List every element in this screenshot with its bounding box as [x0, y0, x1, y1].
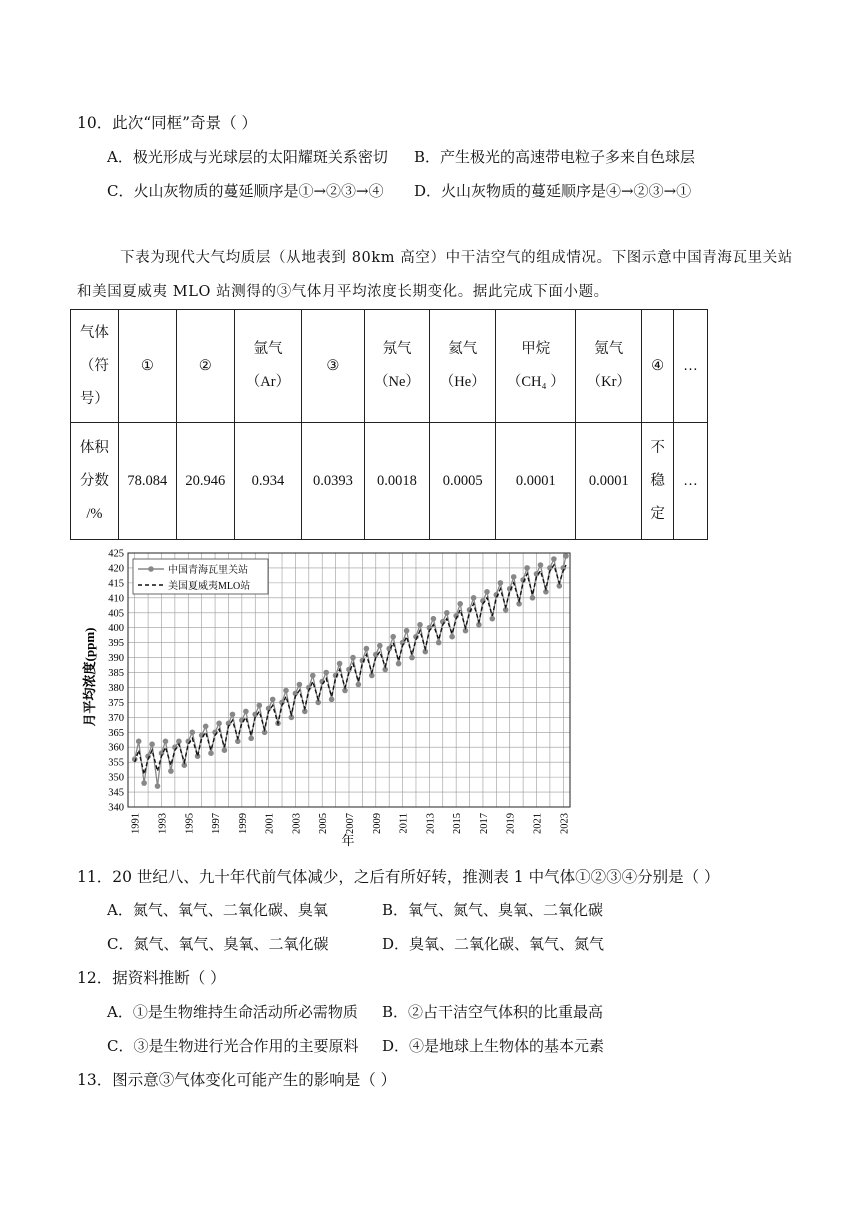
y-tick-label: 355 — [108, 757, 124, 769]
table-cell-value: … — [674, 423, 708, 540]
x-tick-label: 2023 — [559, 813, 571, 834]
x-tick-label: 2017 — [478, 813, 490, 834]
x-tick-label: 2009 — [371, 813, 383, 834]
data-point-wali — [471, 595, 477, 601]
question-11-option-c: C．氮气、氧气、臭氧、二氧化碳 — [107, 935, 329, 953]
question-10-option-b: B．产生极光的高速带电粒子多来自色球层 — [414, 148, 696, 166]
question-12-stem: 12．据资料推断（ ） — [77, 969, 226, 987]
y-tick-label: 340 — [108, 802, 124, 814]
data-point-wali — [431, 616, 437, 622]
data-point-wali — [216, 721, 222, 727]
table-cell-value: 20.946 — [176, 423, 234, 540]
table-cell-header: 氪气 （Kr） — [576, 310, 642, 423]
table-cell-value: 0.0001 — [576, 423, 642, 540]
data-point-wali — [337, 661, 343, 667]
data-point-wali — [551, 556, 557, 562]
table-cell-header: 氦气 （He） — [430, 310, 496, 423]
data-point-wali — [222, 747, 228, 753]
y-tick-label: 405 — [108, 608, 124, 620]
question-11-option-d: D．臭氧、二氧化碳、氧气、氮气 — [382, 935, 605, 953]
data-point-wali — [323, 670, 329, 676]
passage-line-2: 和美国夏威夷 MLO 站测得的③气体月平均浓度长期变化。据此完成下面小题。 — [77, 284, 609, 300]
data-point-wali — [243, 709, 249, 715]
y-tick-label: 375 — [108, 697, 124, 709]
data-point-wali — [364, 646, 370, 652]
x-tick-label: 2019 — [505, 813, 517, 834]
legend-label-wali: 中国青海瓦里关站 — [168, 565, 248, 576]
y-tick-label: 410 — [108, 593, 124, 605]
table-cell-value: 78.084 — [118, 423, 176, 540]
table-cell-header: 氩气 （Ar） — [234, 310, 301, 423]
question-10-option-d: D．火山灰物质的蔓延顺序是④→②③→① — [414, 182, 692, 200]
x-tick-label: 2021 — [532, 813, 544, 834]
y-tick-label: 420 — [108, 563, 124, 575]
table-cell-value: 0.0393 — [302, 423, 364, 540]
x-tick-label: 2011 — [398, 813, 410, 834]
data-point-wali — [404, 628, 410, 634]
data-point-wali — [498, 580, 504, 586]
question-13-stem: 13．图示意③气体变化可能产生的影响是（ ） — [77, 1071, 397, 1089]
legend-marker-wali — [148, 566, 154, 572]
y-tick-label: 390 — [108, 653, 124, 665]
gas-composition-table — [70, 309, 708, 540]
data-point-wali — [270, 697, 276, 703]
data-point-wali — [444, 610, 450, 616]
table-cell-header: ① — [118, 310, 176, 423]
question-10-stem: 10．此次“同框”奇景（ ） — [77, 114, 257, 132]
data-point-wali — [283, 688, 289, 694]
data-point-wali — [396, 661, 402, 667]
data-point-wali — [149, 741, 155, 747]
table-cell-header: 甲烷 （CH₄ ） — [496, 310, 576, 423]
data-point-wali — [257, 703, 263, 709]
data-point-wali — [136, 739, 142, 745]
y-tick-label: 415 — [108, 578, 124, 590]
question-12-option-b: B．②占干洁空气体积的比重最高 — [382, 1003, 604, 1021]
data-point-wali — [350, 655, 356, 661]
x-tick-label: 2013 — [425, 813, 437, 834]
question-10-option-c: C．火山灰物质的蔓延顺序是①→②③→④ — [107, 182, 384, 200]
table-cell-value: 0.0001 — [496, 423, 576, 540]
data-point-wali — [538, 562, 544, 568]
table-cell-header: … — [674, 310, 708, 423]
data-point-wali — [356, 682, 362, 688]
data-point-wali — [329, 697, 335, 703]
y-tick-label: 360 — [108, 742, 124, 754]
table-value-row — [71, 423, 708, 540]
table-cell-value: 0.0018 — [364, 423, 430, 540]
question-11-stem: 11．20 世纪八、九十年代前气体减少，之后有所好转，推测表 1 中气体①②③④分别是（ ） — [77, 868, 720, 886]
data-point-wali — [208, 750, 214, 756]
data-point-wali — [203, 724, 209, 730]
data-point-wali — [511, 574, 517, 580]
y-tick-label: 370 — [108, 712, 124, 724]
chart-y-axis-label: 月平均浓度(ppm) — [82, 627, 97, 727]
data-point-wali — [530, 595, 536, 601]
series-line-mlo — [135, 565, 566, 774]
y-tick-label: 345 — [108, 787, 124, 799]
question-11-option-a: A．氮气、氧气、二氧化碳、臭氧 — [107, 901, 328, 919]
x-tick-label: 1991 — [130, 813, 142, 834]
question-10-option-a: A．极光形成与光球层的太阳耀斑关系密切 — [107, 148, 388, 166]
data-point-wali — [248, 736, 254, 742]
data-point-wali — [141, 780, 147, 786]
table-cell-label: 体积 分数 /% — [71, 423, 119, 540]
data-point-wali — [297, 682, 303, 688]
question-12-option-d: D．④是地球上生物体的基本元素 — [382, 1037, 605, 1055]
table-cell-header: 氖气 （Ne） — [364, 310, 430, 423]
table-cell-header: ② — [176, 310, 234, 423]
y-tick-label: 380 — [108, 682, 124, 694]
table-cell-header: ③ — [302, 310, 364, 423]
data-point-wali — [310, 673, 316, 679]
x-tick-label: 2003 — [291, 813, 303, 834]
x-tick-label: 2007 — [345, 813, 356, 834]
passage-line-1: 下表为现代大气均质层（从地表到 80km 高空）中干洁空气的组成情况。下图示意中国青海瓦里关站 — [120, 250, 793, 266]
y-tick-label: 350 — [108, 772, 124, 784]
y-tick-label: 400 — [108, 623, 124, 635]
data-point-wali — [230, 712, 236, 718]
co2-concentration-chart — [80, 545, 580, 850]
data-point-wali — [524, 565, 530, 571]
data-point-wali — [168, 768, 174, 774]
question-12-option-a: A．①是生物维持生命活动所必需物质 — [107, 1003, 358, 1021]
data-point-wali — [436, 640, 442, 646]
x-tick-label: 1995 — [184, 813, 196, 834]
chart-x-axis-label: 年 — [341, 833, 355, 848]
data-point-wali — [390, 634, 396, 640]
data-point-wali — [190, 730, 196, 736]
table-cell-value: 0.934 — [234, 423, 301, 540]
data-point-wali — [417, 622, 423, 628]
table-header-row — [71, 310, 708, 423]
y-tick-label: 365 — [108, 727, 124, 739]
data-point-wali — [484, 589, 490, 595]
data-point-wali — [163, 739, 169, 745]
chart-legend — [133, 559, 268, 594]
table-cell-value: 0.0005 — [430, 423, 496, 540]
table-cell-label: 气体 （符 号） — [71, 310, 119, 423]
x-tick-label: 1999 — [237, 813, 249, 834]
x-tick-label: 2001 — [264, 813, 276, 834]
data-point-wali — [409, 655, 415, 661]
x-tick-label: 2015 — [452, 813, 464, 834]
data-point-wali — [490, 616, 496, 622]
x-tick-label: 1993 — [157, 813, 169, 834]
table-cell-value: 不 稳 定 — [642, 423, 674, 540]
question-11-option-b: B．氧气、氮气、臭氧、二氧化碳 — [382, 901, 604, 919]
x-tick-label: 1997 — [211, 813, 223, 834]
legend-label-mlo: 美国夏威夷MLO站 — [168, 581, 251, 592]
table-cell-header: ④ — [642, 310, 674, 423]
data-point-wali — [457, 601, 463, 607]
y-tick-label: 395 — [108, 638, 124, 650]
x-tick-label: 2005 — [318, 813, 330, 834]
data-point-wali — [449, 634, 455, 640]
question-12-option-c: C．③是生物进行光合作用的主要原料 — [107, 1037, 359, 1055]
data-point-wali — [563, 553, 569, 559]
y-tick-label: 385 — [108, 668, 124, 680]
y-tick-label: 425 — [108, 548, 124, 560]
data-point-wali — [377, 643, 383, 649]
data-point-wali — [155, 783, 161, 789]
